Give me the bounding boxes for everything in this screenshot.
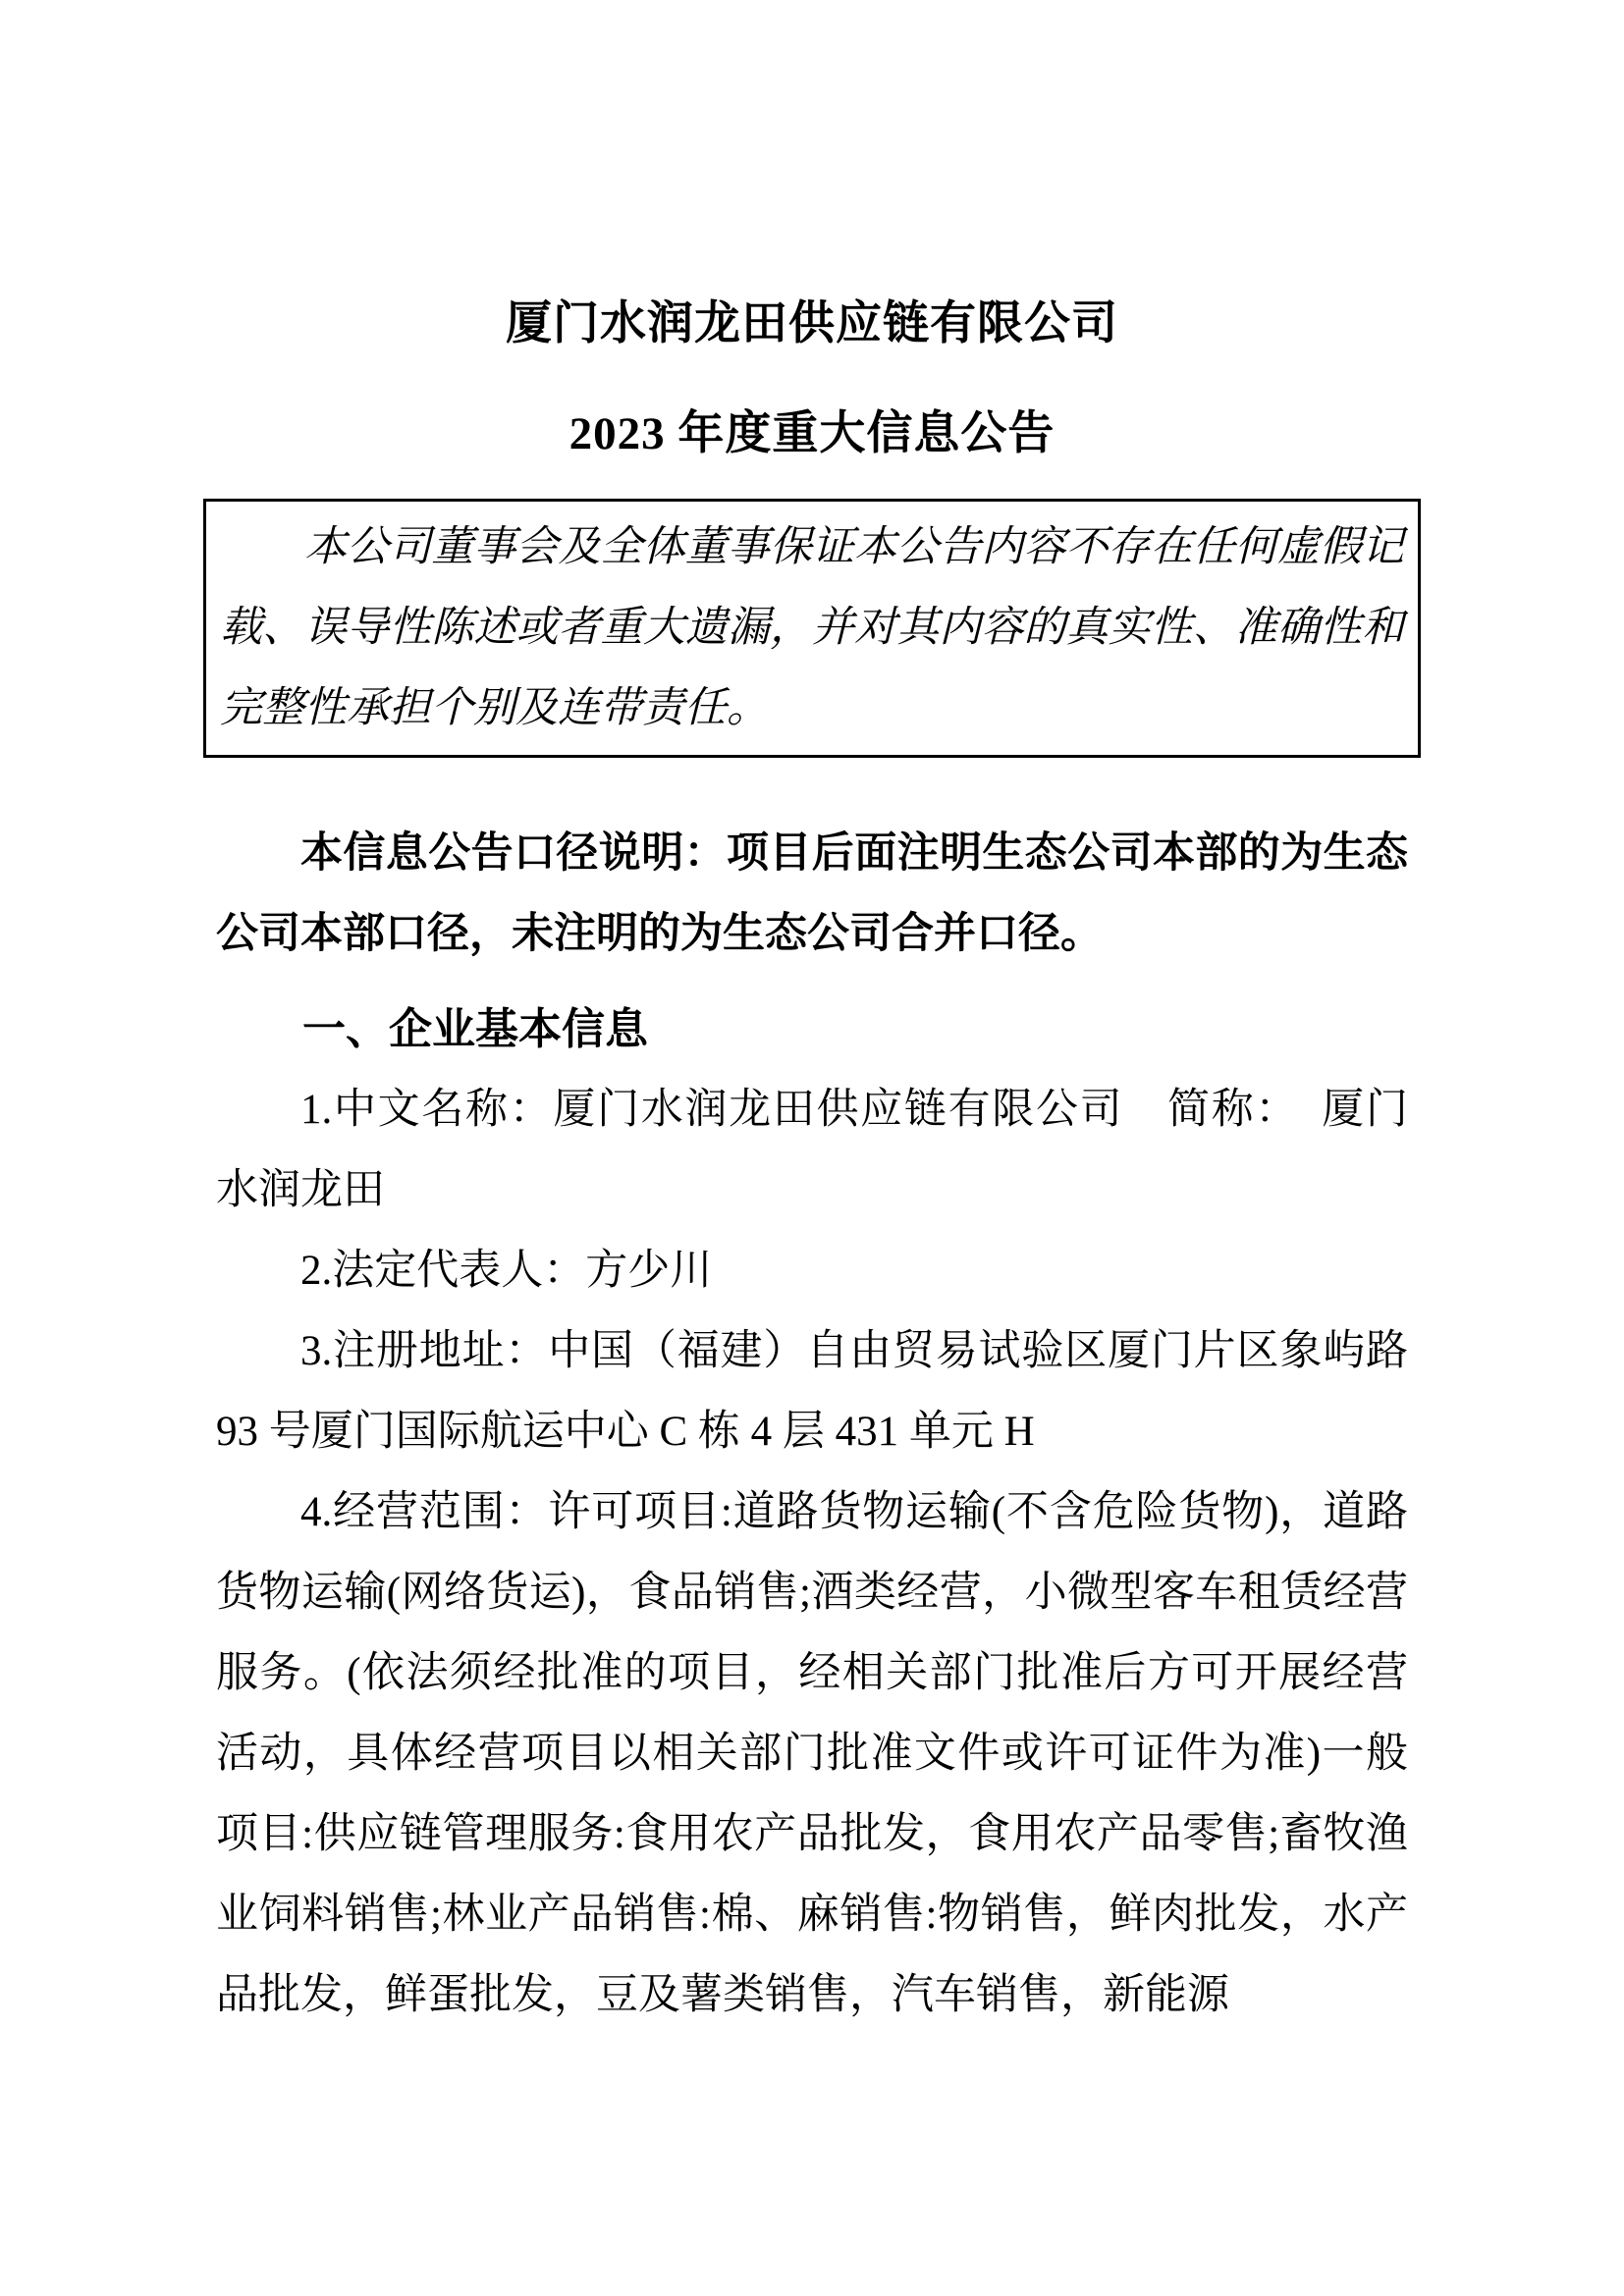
- item-chinese-name: 1.中文名称：厦门水润龙田供应链有限公司 简称： 厦门水润龙田: [216, 1087, 1408, 1213]
- document-title: 厦门水润龙田供应链有限公司: [506, 298, 1118, 349]
- disclaimer-box: [203, 499, 1421, 758]
- section-heading-basic-info: 一、企业基本信息: [302, 1005, 648, 1053]
- caliber-note: 本信息公告口径说明：项目后面注明生态公司本部的为生态公司本部口径，未注明的为生态公司合并口径。: [216, 829, 1408, 957]
- item-business-scope: 4.经营范围：许可项目:道路货物运输(不含危险货物)，道路货物运输(网络货运)，食品销售;酒类经营，小微型客车租赁经营服务。(依法须经批准的项目，经相关部门批准后方可开展经营活动，具体经营项目以相关部门批准文件或许可证件为准)一般项目:供应链管理服务:食用农产品批发，食用农产品零售;畜牧渔业饲料销售;林业产品销售:棉、麻销售:物销售，鲜肉批发，水产品批发，鲜蛋批发，豆及薯类销售，汽车销售，新能源: [216, 1489, 1408, 2018]
- document-subtitle: 2023 年度重大信息公告: [568, 408, 1056, 459]
- item-registered-address: 3.注册地址：中国（福建）自由贸易试验区厦门片区象屿路 93 号厦门国际航运中心 C 栋 4 层 431 单元 H: [216, 1328, 1408, 1455]
- disclaimer-text: 本公司董事会及全体董事保证本公告内容不存在任何虚假记载、误导性陈述或者重大遗漏，并对其内容的真实性、准确性和完整性承担个别及连带责任。: [220, 524, 1404, 731]
- item-legal-representative: 2.法定代表人：方少川: [300, 1248, 713, 1294]
